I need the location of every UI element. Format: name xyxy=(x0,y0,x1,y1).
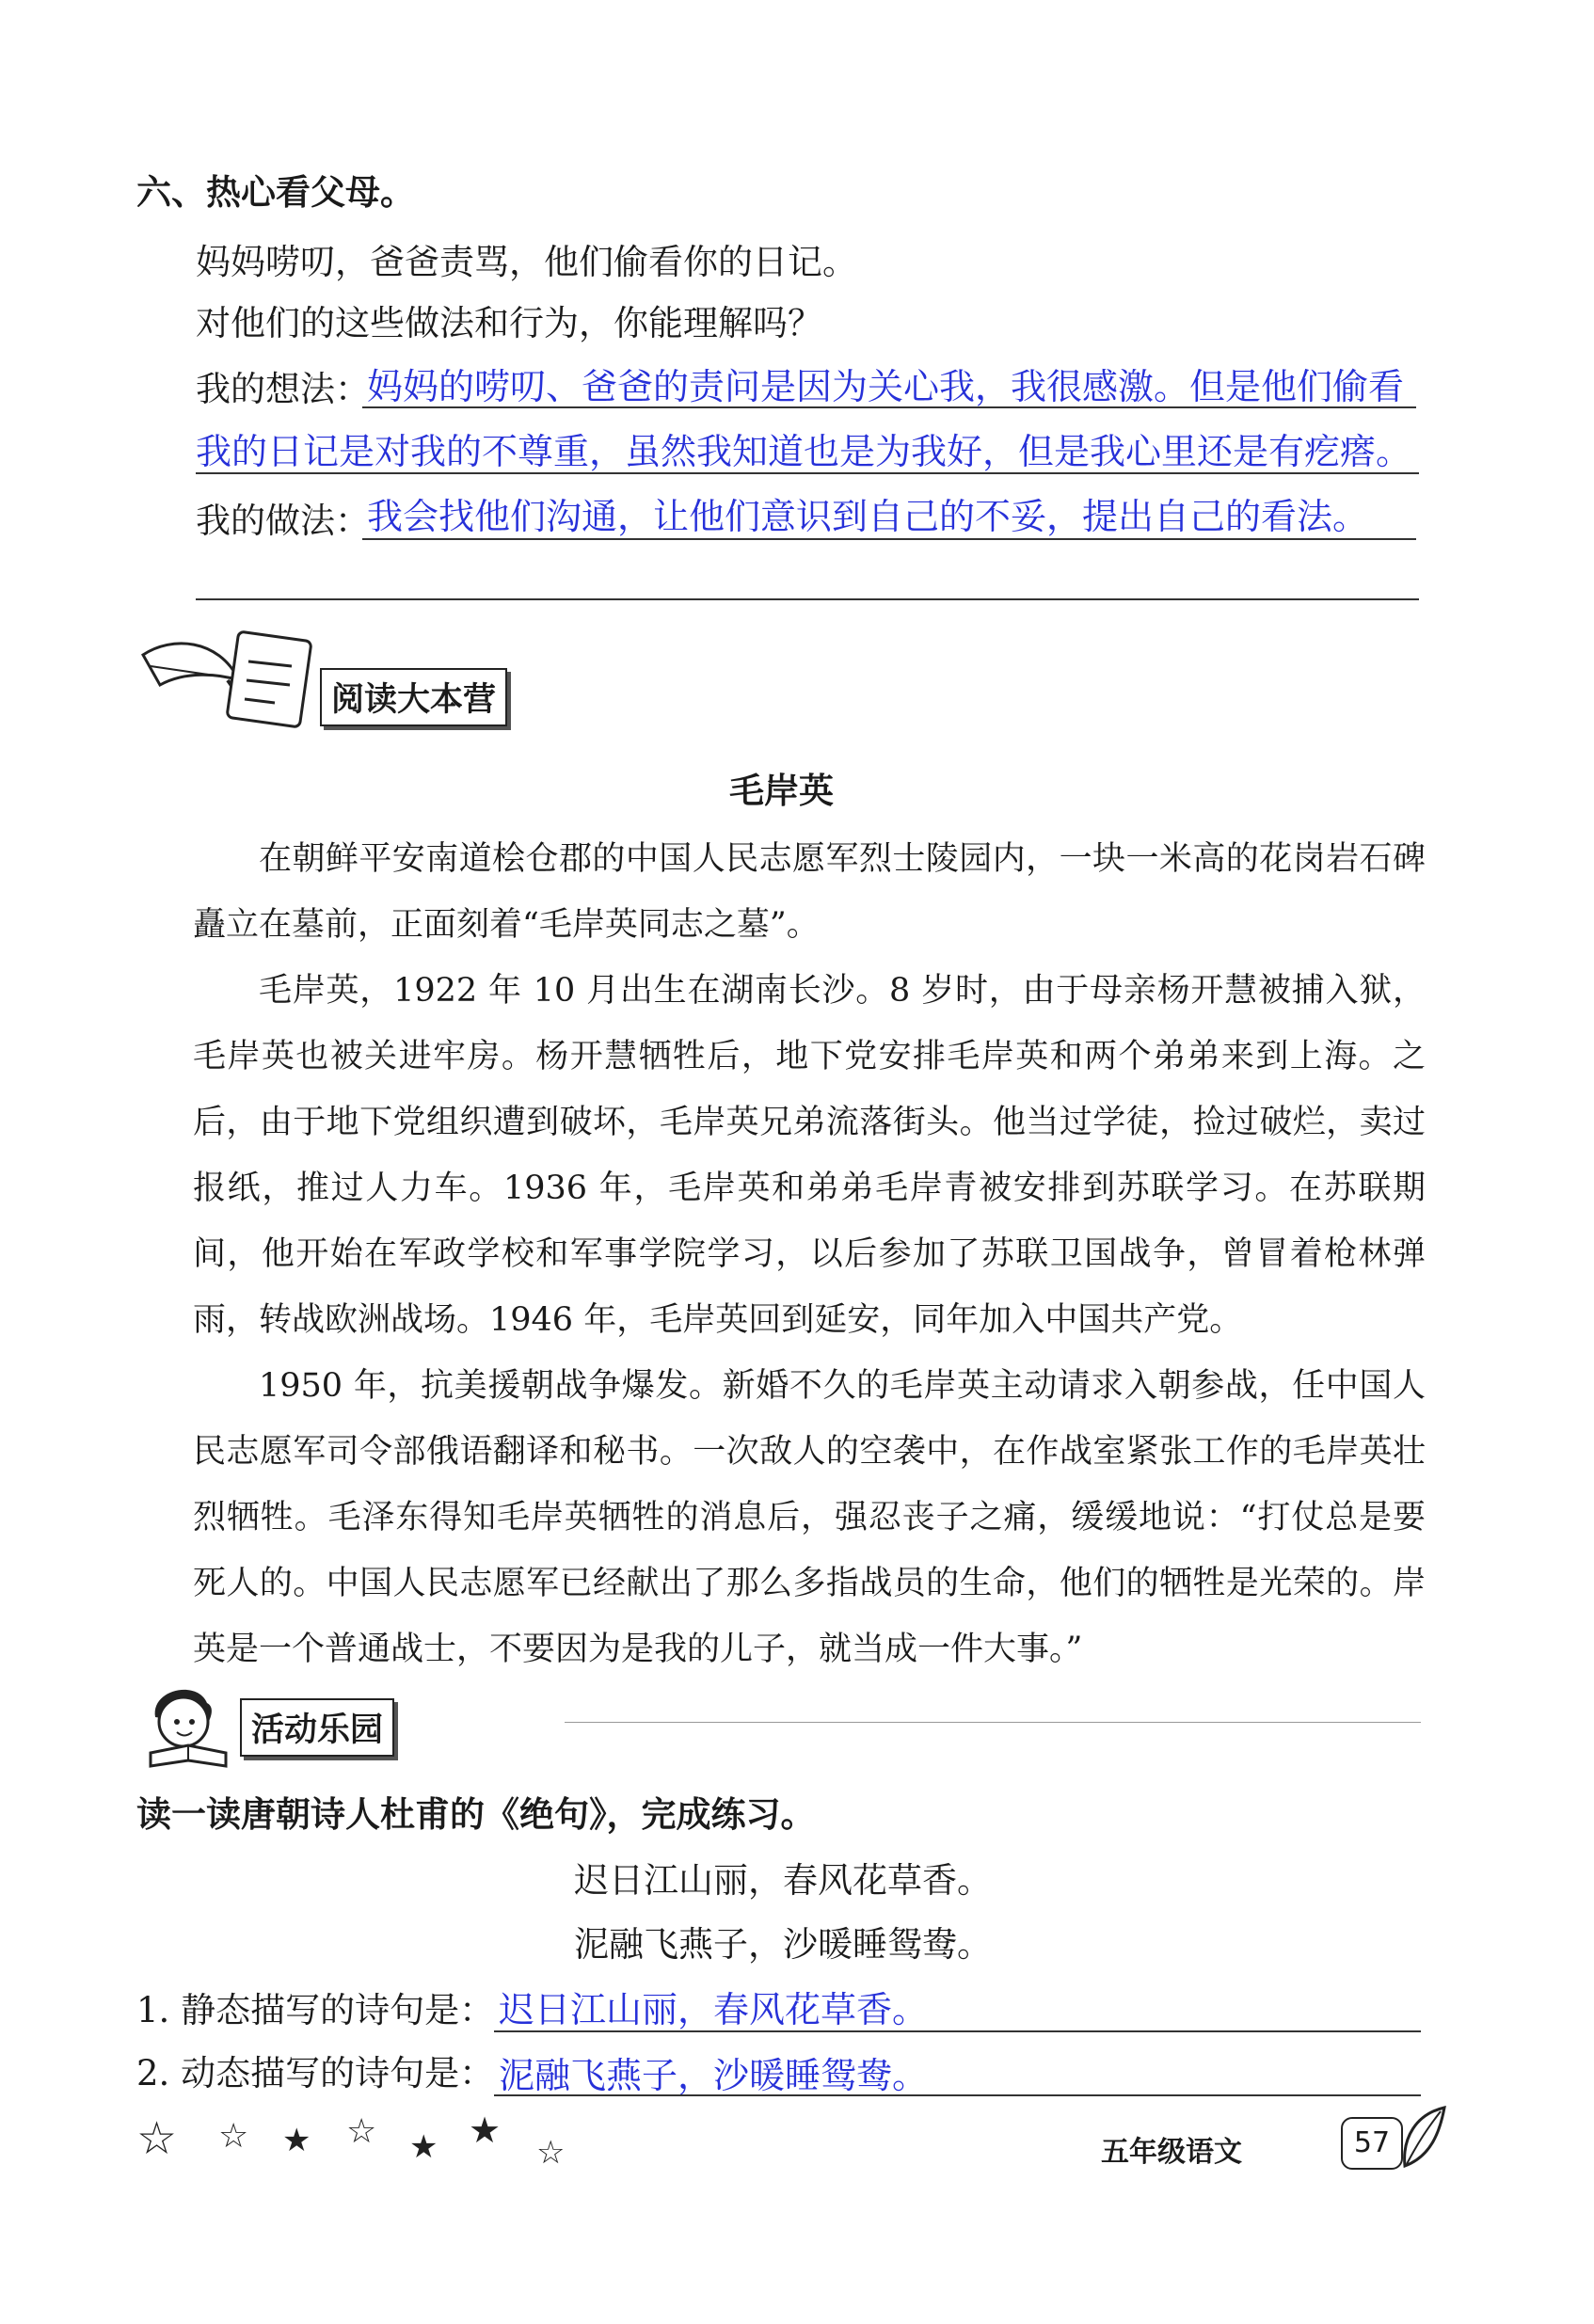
question-2-answer: 泥融飞燕子，沙暖睡鸳鸯。 xyxy=(499,2055,929,2096)
answer-line xyxy=(362,406,1416,408)
article-paragraph: 毛岸英，1922 年 10 月出生在湖南长沙。8 岁时，由于母亲杨开慧被捕入狱，毛岸英也被关进牢房。杨开慧牺牲后，地下党安排毛岸英和两个弟弟来到上海。之后，由于地下党组织遭到破坏，毛岸英兄弟流落街头。他当过学徒，捡过破烂，卖过报纸，推过人力车。1936 年，毛岸英和弟弟毛岸青被安排到苏联学习。在苏联期间，他开始在军政学校和军事学院学习，以后参加了苏联卫国战争，曾冒着枪林弹雨，转战欧洲战场。1946 年，毛岸英回到延安，同年加入中国共产党。 xyxy=(193,972,1426,1339)
star-icon: ★ xyxy=(409,2128,438,2166)
poem-line-2: 泥融飞燕子，沙暖睡鸳鸯。 xyxy=(574,1924,992,1965)
star-icon: ☆ xyxy=(346,2112,377,2151)
article-paragraph: 1950 年，抗美援朝战争爆发。新婚不久的毛岸英主动请求入朝参战，任中国人民志愿军司令部俄语翻译和秘书。一次敌人的空袭中，在作战室紧张工作的毛岸英壮烈牺牲。毛泽东得知毛岸英牺牲的消息后，强忍丧子之痛，缓缓地说：“打仗总是要死人的。中国人民志愿军已经献出了那么多指战员的生命，他们的牺牲是光荣的。岸英是一个普通战士，不要因为是我的儿子，就当成一件大事。” xyxy=(193,1367,1426,1668)
question-1-answer: 迟日江山丽，春风花草香。 xyxy=(499,1989,929,2030)
answer-line xyxy=(494,2030,1421,2032)
answer-line xyxy=(494,2094,1421,2096)
star-icon: ☆ xyxy=(136,2112,178,2165)
article-title: 毛岸英 xyxy=(729,771,834,811)
action-label: 我的做法： xyxy=(196,501,370,541)
reading-child-icon xyxy=(141,1679,235,1774)
feather-notebook-icon xyxy=(134,629,322,732)
footer-book-title: 五年级语文 xyxy=(1101,2136,1242,2169)
article-paragraph: 在朝鲜平安南道桧仓郡的中国人民志愿军烈士陵园内，一块一米高的花岗岩石碑矗立在墓前，正面刻着“毛岸英同志之墓”。 xyxy=(193,840,1426,944)
poem-line-1: 迟日江山丽，春风花草香。 xyxy=(574,1860,992,1901)
answer-line xyxy=(362,538,1416,540)
star-icon: ☆ xyxy=(218,2117,249,2156)
page-number: 57 xyxy=(1341,2117,1403,2170)
section-divider xyxy=(565,1722,1421,1723)
section6-heading: 六、热心看父母。 xyxy=(136,172,415,213)
leaf-decoration-icon xyxy=(1397,2100,1454,2175)
question-1-label: 1. 静态描写的诗句是： xyxy=(136,1990,495,2030)
thought-answer-line2: 我的日记是对我的不尊重，虽然我知道也是为我好，但是我心里还是有疙瘩。 xyxy=(196,431,1412,472)
answer-line xyxy=(196,598,1419,600)
question-2-label: 2. 动态描写的诗句是： xyxy=(136,2053,495,2093)
thought-label: 我的想法： xyxy=(196,369,370,409)
action-answer: 我会找他们沟通，让他们意识到自己的不妥，提出自己的看法。 xyxy=(367,496,1369,537)
activity-section-title: 活动乐园 xyxy=(240,1698,394,1757)
reading-section-title: 阅读大本营 xyxy=(320,668,507,726)
article-body xyxy=(193,826,1426,1682)
star-icon: ☆ xyxy=(536,2134,566,2172)
answer-line xyxy=(196,472,1419,474)
star-icon: ★ xyxy=(469,2109,502,2151)
section6-line2: 对他们的这些做法和行为，你能理解吗？ xyxy=(196,303,822,343)
activity-instruction: 读一读唐朝诗人杜甫的《绝句》，完成练习。 xyxy=(136,1794,816,1835)
thought-answer-line1: 妈妈的唠叨、爸爸的责问是因为关心我，我很感激。但是他们偷看 xyxy=(367,366,1405,407)
star-icon: ★ xyxy=(282,2122,311,2159)
section6-line1: 妈妈唠叨，爸爸责骂，他们偷看你的日记。 xyxy=(196,242,857,282)
